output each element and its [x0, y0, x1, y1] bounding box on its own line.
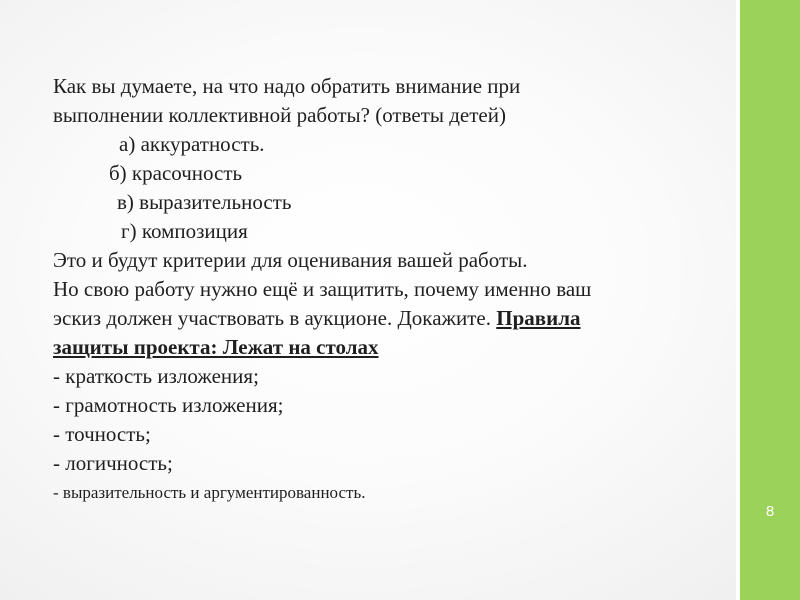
rules-heading-part-2: защиты проекта: Лежат на столах [53, 335, 379, 359]
defend-text: эскиз должен участвовать в аукционе. Докажите. [53, 306, 492, 330]
question-line-2: выполнении коллективной работы? (ответы детей) [53, 103, 506, 127]
rule-item: - выразительность и аргументированность. [53, 483, 366, 502]
defend-line-2 [53, 304, 703, 333]
slide-content [53, 72, 703, 507]
defend-line-1: Но свою работу нужно ещё и защитить, почему именно ваш [53, 277, 592, 301]
question-line-1: Как вы думаете, на что надо обратить внимание при [53, 74, 521, 98]
rule-item: - грамотность изложения; [53, 393, 284, 417]
criteria-note: Это и будут критерии для оценивания вашей работы. [53, 248, 528, 272]
rule-item: - точность; [53, 422, 151, 446]
criteria-item: а) аккуратность. [119, 132, 265, 156]
criteria-item: б) красочность [109, 161, 243, 185]
rule-item: - краткость изложения; [53, 364, 259, 388]
rule-item: - логичность; [53, 451, 173, 475]
page-number: 8 [765, 503, 775, 520]
rules-heading-part-1: Правила [496, 306, 581, 330]
criteria-item: г) композиция [121, 219, 248, 243]
criteria-item: в) выразительность [117, 190, 292, 214]
rules-heading-line [53, 333, 703, 362]
